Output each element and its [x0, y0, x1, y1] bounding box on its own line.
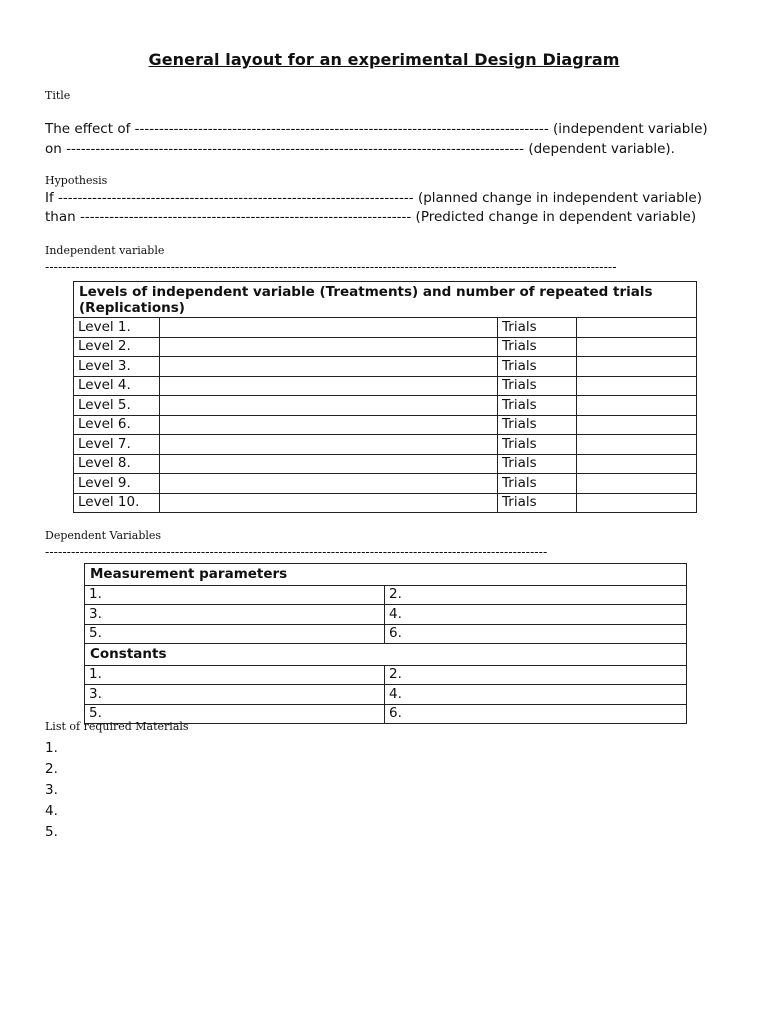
hypothesis-line-1	[45, 190, 702, 206]
level-row	[74, 396, 697, 416]
independent-variable-dashes: ------------------------------------------------------------------------------------------------------------------------------------	[45, 260, 617, 274]
material-item: 4.	[45, 803, 58, 819]
trials-label: Trials	[498, 396, 577, 416]
hypothesis-line-2-prefix: than	[45, 209, 76, 225]
measurement-row	[85, 585, 687, 605]
level-row	[74, 474, 697, 494]
level-label: Level 9.	[74, 474, 160, 494]
level-row	[74, 337, 697, 357]
constants-row	[85, 665, 687, 685]
material-item: 3.	[45, 782, 58, 798]
level-treatment-cell	[160, 454, 498, 474]
constants-cell: 5.	[85, 704, 385, 724]
measurement-cell: 6.	[385, 624, 687, 644]
levels-table	[73, 281, 697, 513]
constants-cell: 2.	[385, 665, 687, 685]
hypothesis-line-2-dashes: --------------------------------------------------------------------	[79, 209, 412, 225]
level-row	[74, 376, 697, 396]
hypothesis-label: Hypothesis	[45, 174, 108, 187]
trials-value-cell	[577, 318, 697, 338]
level-label: Level 7.	[74, 435, 160, 455]
dependent-variables-table	[84, 563, 687, 724]
level-treatment-cell	[160, 357, 498, 377]
page-title: General layout for an experimental Design Diagram	[148, 50, 620, 69]
dependent-variables-dashes: --------------------------------------------------------------------------------------------------------------------	[45, 545, 548, 559]
hypothesis-line-1-dashes: -------------------------------------------------------------------------	[58, 190, 414, 206]
hypothesis-line-2	[45, 209, 696, 225]
trials-value-cell	[577, 357, 697, 377]
title-line-1-prefix: The effect of	[45, 121, 131, 137]
level-label: Level 8.	[74, 454, 160, 474]
trials-value-cell	[577, 396, 697, 416]
constants-cell: 4.	[385, 685, 687, 705]
constants-cell: 1.	[85, 665, 385, 685]
constants-header: Constants	[85, 644, 687, 666]
level-label: Level 6.	[74, 415, 160, 435]
title-line-2	[45, 141, 675, 157]
measurement-parameters-header: Measurement parameters	[85, 564, 687, 586]
hypothesis-line-1-prefix: If	[45, 190, 54, 206]
level-label: Level 4.	[74, 376, 160, 396]
independent-variable-label: Independent variable	[45, 244, 165, 257]
measurement-cell: 5.	[85, 624, 385, 644]
trials-value-cell	[577, 376, 697, 396]
trials-label: Trials	[498, 415, 577, 435]
title-line-1-dashes: -------------------------------------------------------------------------------------	[134, 121, 549, 137]
level-row	[74, 454, 697, 474]
level-treatment-cell	[160, 415, 498, 435]
level-label: Level 10.	[74, 493, 160, 513]
trials-value-cell	[577, 415, 697, 435]
hypothesis-line-1-suffix: (planned change in independent variable)	[417, 190, 703, 206]
dependent-variables-label: Dependent Variables	[45, 529, 162, 542]
trials-label: Trials	[498, 493, 577, 513]
level-treatment-cell	[160, 318, 498, 338]
level-treatment-cell	[160, 396, 498, 416]
trials-value-cell	[577, 337, 697, 357]
title-line-1-suffix: (independent variable)	[553, 121, 708, 137]
level-label: Level 2.	[74, 337, 160, 357]
trials-value-cell	[577, 454, 697, 474]
level-row	[74, 493, 697, 513]
measurement-cell: 3.	[85, 605, 385, 625]
level-treatment-cell	[160, 493, 498, 513]
trials-label: Trials	[498, 454, 577, 474]
material-item: 2.	[45, 761, 58, 777]
title-line-1	[45, 121, 708, 137]
measurement-cell: 1.	[85, 585, 385, 605]
measurement-cell: 2.	[385, 585, 687, 605]
level-label: Level 1.	[74, 318, 160, 338]
level-label: Level 3.	[74, 357, 160, 377]
measurement-parameters-header-row	[85, 564, 687, 586]
material-item: 5.	[45, 824, 58, 840]
material-item: 1.	[45, 740, 58, 756]
measurement-row	[85, 605, 687, 625]
title-line-2-dashes: ----------------------------------------------------------------------------------------------	[66, 141, 525, 157]
measurement-cell: 4.	[385, 605, 687, 625]
trials-value-cell	[577, 435, 697, 455]
level-row	[74, 415, 697, 435]
title-label: Title	[45, 89, 71, 102]
trials-label: Trials	[498, 357, 577, 377]
constants-cell: 3.	[85, 685, 385, 705]
trials-label: Trials	[498, 376, 577, 396]
levels-table-header-row	[74, 282, 697, 318]
level-treatment-cell	[160, 474, 498, 494]
constants-cell: 6.	[385, 704, 687, 724]
level-row	[74, 318, 697, 338]
levels-table-header: Levels of independent variable (Treatments) and number of repeated trials (Replications)	[74, 282, 697, 318]
level-treatment-cell	[160, 337, 498, 357]
trials-label: Trials	[498, 435, 577, 455]
trials-label: Trials	[498, 474, 577, 494]
level-treatment-cell	[160, 435, 498, 455]
level-label: Level 5.	[74, 396, 160, 416]
title-line-2-prefix: on	[45, 141, 62, 157]
hypothesis-line-2-suffix: (Predicted change in dependent variable)	[415, 209, 697, 225]
level-row	[74, 435, 697, 455]
constants-row	[85, 685, 687, 705]
trials-value-cell	[577, 474, 697, 494]
trials-label: Trials	[498, 318, 577, 338]
trials-value-cell	[577, 493, 697, 513]
constants-header-row	[85, 644, 687, 666]
level-treatment-cell	[160, 376, 498, 396]
measurement-row	[85, 624, 687, 644]
materials-list	[45, 738, 58, 843]
level-row	[74, 357, 697, 377]
trials-label: Trials	[498, 337, 577, 357]
materials-label: List of required Materials	[45, 720, 189, 733]
title-line-2-suffix: (dependent variable).	[528, 141, 675, 157]
